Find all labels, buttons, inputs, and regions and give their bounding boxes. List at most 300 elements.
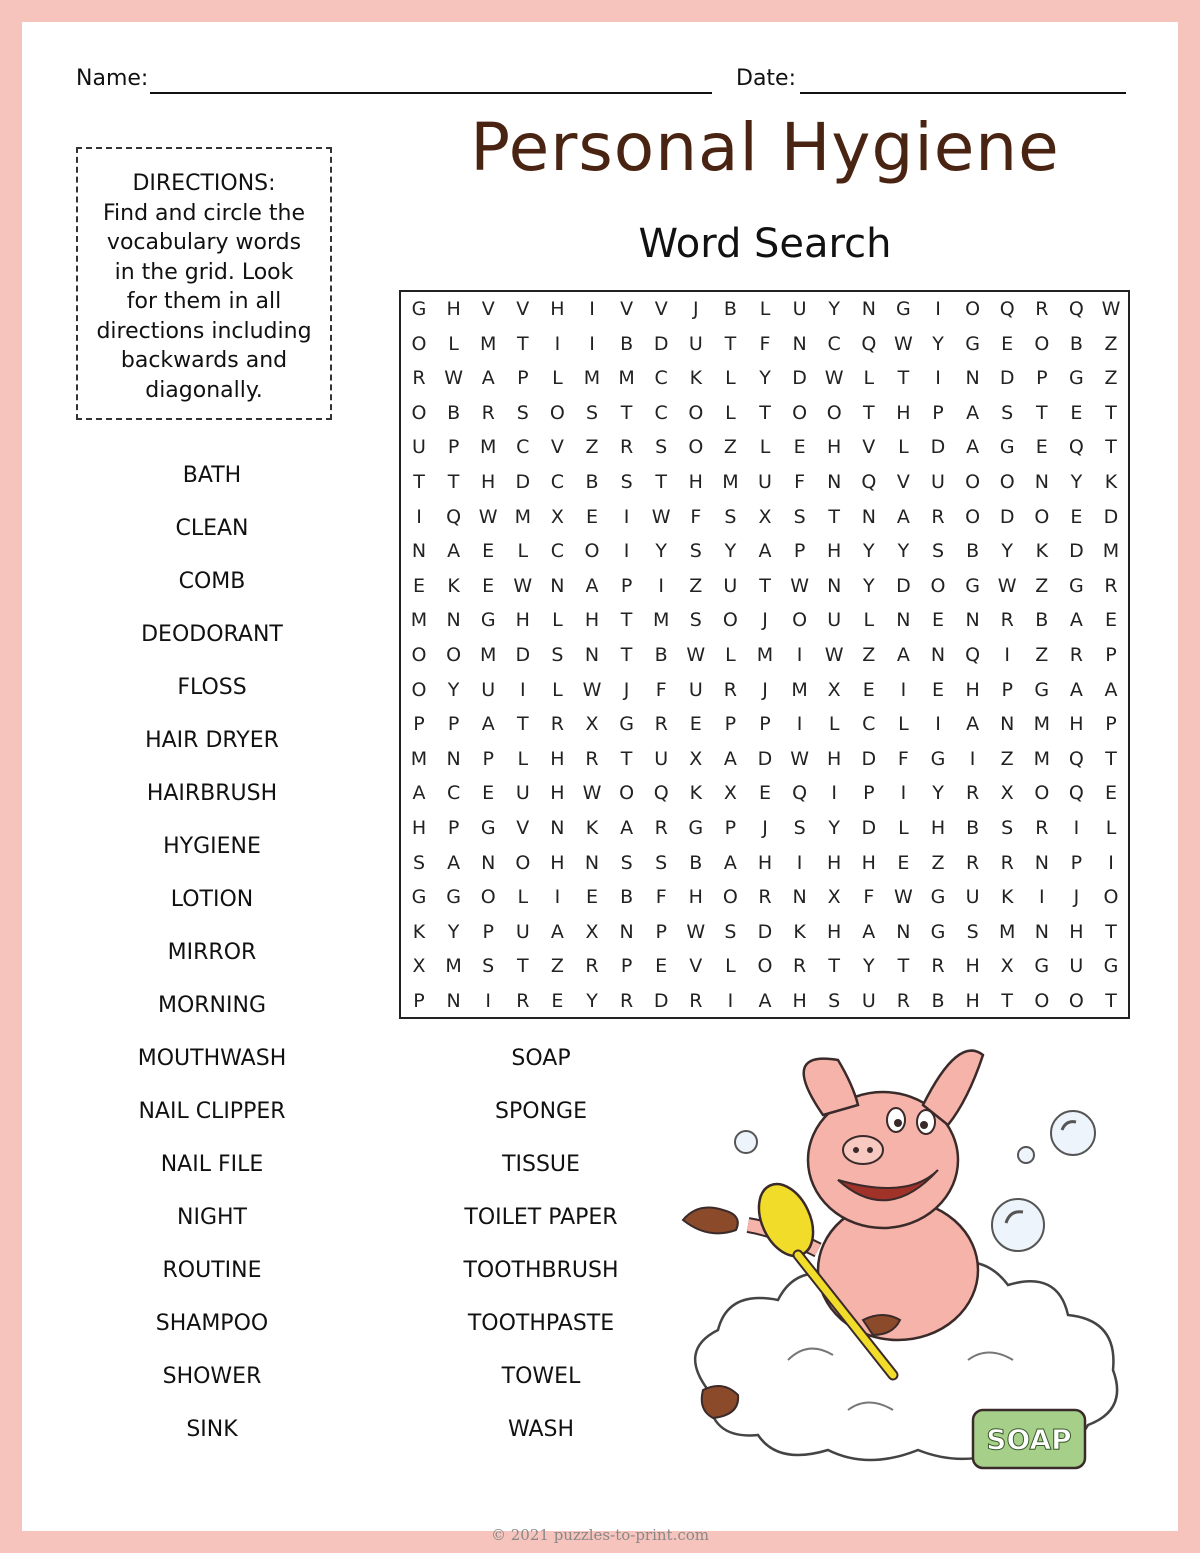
grid-letter[interactable]: I xyxy=(900,678,907,701)
grid-letter[interactable]: P xyxy=(1036,367,1048,390)
grid-letter[interactable]: U xyxy=(827,609,842,632)
grid-letter[interactable]: H xyxy=(550,851,565,874)
grid-letter[interactable]: P xyxy=(1001,678,1013,701)
grid-letter[interactable]: O xyxy=(1034,505,1050,528)
grid-letter[interactable]: T xyxy=(759,574,771,597)
grid-letter[interactable]: L xyxy=(1105,817,1117,839)
grid-letter[interactable]: U xyxy=(758,471,772,493)
grid-letter[interactable]: I xyxy=(416,505,422,528)
grid-letter[interactable]: I xyxy=(727,990,734,1012)
grid-letter[interactable]: L xyxy=(725,955,736,978)
grid-letter[interactable]: G xyxy=(1034,955,1050,978)
grid-letter[interactable]: R xyxy=(758,886,772,909)
grid-letter[interactable]: E xyxy=(793,436,806,459)
grid-letter[interactable]: O xyxy=(411,678,427,701)
grid-letter[interactable]: E xyxy=(1035,436,1048,459)
grid-letter[interactable]: S xyxy=(516,401,529,424)
grid-letter[interactable]: P xyxy=(447,713,460,736)
grid-letter[interactable]: A xyxy=(620,817,634,839)
grid-letter[interactable]: T xyxy=(724,332,737,355)
grid-letter[interactable]: O xyxy=(999,471,1015,493)
grid-letter[interactable]: S xyxy=(620,851,633,874)
grid-letter[interactable]: A xyxy=(1069,678,1083,701)
grid-letter[interactable]: W xyxy=(686,644,706,666)
grid-letter[interactable]: L xyxy=(725,401,736,424)
grid-letter[interactable]: I xyxy=(623,540,630,563)
grid-letter[interactable]: E xyxy=(1104,782,1117,805)
grid-letter[interactable]: X xyxy=(585,920,599,943)
grid-letter[interactable]: T xyxy=(1105,920,1117,943)
grid-letter[interactable]: I xyxy=(658,574,664,597)
grid-letter[interactable]: U xyxy=(654,747,669,770)
grid-letter[interactable]: L xyxy=(863,609,875,632)
grid-letter[interactable]: D xyxy=(861,747,877,770)
grid-letter[interactable]: N xyxy=(619,920,634,943)
grid-letter[interactable]: T xyxy=(897,955,910,978)
grid-letter[interactable]: V xyxy=(550,436,564,459)
grid-letter[interactable]: N xyxy=(550,574,565,597)
grid-letter[interactable]: W xyxy=(824,644,844,666)
grid-letter[interactable]: P xyxy=(1105,713,1117,736)
grid-letter[interactable]: O xyxy=(619,782,635,805)
grid-letter[interactable]: H xyxy=(411,817,427,839)
grid-letter[interactable]: D xyxy=(515,644,531,666)
grid-letter[interactable]: M xyxy=(722,471,739,493)
grid-letter[interactable]: N xyxy=(446,609,461,632)
grid-letter[interactable]: T xyxy=(1001,990,1013,1012)
grid-letter[interactable]: W xyxy=(582,678,602,701)
grid-letter[interactable]: S xyxy=(620,471,633,493)
grid-letter[interactable]: S xyxy=(724,920,737,943)
grid-letter[interactable]: G xyxy=(896,298,911,320)
grid-letter[interactable]: S xyxy=(966,920,979,943)
grid-letter[interactable]: D xyxy=(896,574,911,597)
grid-letter[interactable]: N xyxy=(584,851,600,874)
grid-letter[interactable]: S xyxy=(1001,401,1014,424)
grid-letter[interactable]: T xyxy=(620,747,633,770)
grid-letter[interactable]: O xyxy=(480,886,496,909)
grid-letter[interactable]: H xyxy=(827,436,842,459)
grid-letter[interactable]: O xyxy=(1068,990,1084,1012)
grid-letter[interactable]: R xyxy=(931,955,945,978)
grid-letter[interactable]: A xyxy=(550,920,564,943)
grid-letter[interactable]: C xyxy=(654,401,668,424)
grid-letter[interactable]: Q xyxy=(792,782,808,805)
grid-letter[interactable]: K xyxy=(412,920,426,943)
grid-letter[interactable]: L xyxy=(552,678,563,701)
grid-letter[interactable]: F xyxy=(794,471,806,493)
grid-letter[interactable]: H xyxy=(481,471,496,493)
grid-letter[interactable]: O xyxy=(1034,990,1050,1012)
grid-letter[interactable]: R xyxy=(481,401,495,424)
grid-letter[interactable]: C xyxy=(862,713,876,736)
grid-letter[interactable]: Y xyxy=(724,540,737,563)
grid-letter[interactable]: T xyxy=(655,471,667,493)
grid-letter[interactable]: R xyxy=(1035,817,1049,839)
grid-letter[interactable]: F xyxy=(897,747,909,770)
word-search-grid[interactable] xyxy=(399,290,1130,1019)
grid-letter[interactable]: H xyxy=(584,609,600,632)
grid-letter[interactable]: G xyxy=(446,886,461,909)
grid-letter[interactable]: E xyxy=(412,574,425,597)
grid-letter[interactable]: H xyxy=(515,609,530,632)
grid-letter[interactable]: X xyxy=(689,747,703,770)
grid-letter[interactable]: A xyxy=(585,574,599,597)
grid-letter[interactable]: G xyxy=(1069,574,1084,597)
grid-letter[interactable]: N xyxy=(965,609,980,632)
grid-letter[interactable]: O xyxy=(792,401,808,424)
grid-letter[interactable]: M xyxy=(998,920,1016,943)
grid-letter[interactable]: S xyxy=(412,851,426,874)
grid-letter[interactable]: A xyxy=(481,713,495,736)
grid-letter[interactable]: B xyxy=(447,401,461,424)
grid-letter[interactable]: C xyxy=(446,782,461,805)
grid-letter[interactable]: R xyxy=(1000,609,1014,632)
grid-letter[interactable]: O xyxy=(1103,886,1119,909)
grid-letter[interactable]: X xyxy=(1000,955,1014,978)
grid-letter[interactable]: V xyxy=(654,298,668,320)
grid-letter[interactable]: T xyxy=(413,471,425,493)
grid-letter[interactable]: M xyxy=(1033,713,1050,736)
grid-letter[interactable]: L xyxy=(517,747,529,770)
grid-letter[interactable]: C xyxy=(654,367,668,390)
grid-letter[interactable]: G xyxy=(1103,955,1119,978)
grid-letter[interactable]: H xyxy=(861,851,876,874)
grid-letter[interactable]: H xyxy=(1069,713,1084,736)
grid-letter[interactable]: H xyxy=(965,678,980,701)
grid-letter[interactable]: Q xyxy=(999,298,1015,320)
grid-letter[interactable]: H xyxy=(827,851,842,874)
grid-letter[interactable]: H xyxy=(446,298,461,320)
grid-letter[interactable]: R xyxy=(654,713,668,736)
grid-letter[interactable]: A xyxy=(966,713,980,736)
grid-letter[interactable]: I xyxy=(969,747,976,770)
grid-letter[interactable]: B xyxy=(931,990,945,1012)
grid-letter[interactable]: M xyxy=(479,332,497,355)
grid-letter[interactable]: I xyxy=(1073,817,1080,839)
grid-letter[interactable]: D xyxy=(653,990,669,1012)
grid-letter[interactable]: V xyxy=(516,817,530,839)
grid-letter[interactable]: N xyxy=(584,644,600,666)
grid-letter[interactable]: X xyxy=(723,782,737,805)
grid-letter[interactable]: V xyxy=(516,298,530,320)
grid-letter[interactable]: P xyxy=(724,817,737,839)
grid-letter[interactable]: D xyxy=(757,747,773,770)
grid-letter[interactable]: G xyxy=(930,886,946,909)
grid-letter[interactable]: T xyxy=(828,955,840,978)
grid-letter[interactable]: X xyxy=(585,713,599,736)
grid-letter[interactable]: L xyxy=(725,367,736,390)
grid-letter[interactable]: O xyxy=(757,955,773,978)
grid-letter[interactable]: J xyxy=(692,298,699,320)
grid-letter[interactable]: Q xyxy=(1068,298,1084,320)
grid-letter[interactable]: N xyxy=(446,990,461,1012)
grid-letter[interactable]: Y xyxy=(586,990,598,1012)
grid-letter[interactable]: W xyxy=(513,574,533,597)
grid-letter[interactable]: Z xyxy=(931,851,945,874)
grid-letter[interactable]: V xyxy=(862,436,876,459)
grid-letter[interactable]: W xyxy=(893,332,913,355)
grid-letter[interactable]: J xyxy=(1073,886,1080,909)
grid-letter[interactable]: T xyxy=(516,955,529,978)
grid-letter[interactable]: O xyxy=(515,851,531,874)
grid-letter[interactable]: W xyxy=(686,920,706,943)
grid-letter[interactable]: H xyxy=(827,747,842,770)
grid-letter[interactable]: P xyxy=(724,713,737,736)
grid-letter[interactable]: Z xyxy=(1035,574,1049,597)
grid-letter[interactable]: R xyxy=(965,782,980,805)
grid-letter[interactable]: B xyxy=(689,851,703,874)
grid-letter[interactable]: R xyxy=(516,990,530,1012)
grid-letter[interactable]: N xyxy=(1034,471,1049,493)
grid-letter[interactable]: Z xyxy=(862,644,876,666)
grid-letter[interactable]: M xyxy=(756,644,774,666)
grid-letter[interactable]: U xyxy=(792,298,807,320)
grid-letter[interactable]: F xyxy=(690,505,702,528)
grid-letter[interactable]: B xyxy=(620,886,634,909)
grid-letter[interactable]: G xyxy=(965,332,980,355)
grid-letter[interactable]: K xyxy=(1035,540,1049,563)
grid-letter[interactable]: G xyxy=(688,817,704,839)
grid-letter[interactable]: M xyxy=(479,644,497,666)
grid-letter[interactable]: N xyxy=(411,540,427,563)
grid-letter[interactable]: A xyxy=(966,436,980,459)
grid-letter[interactable]: S xyxy=(585,401,599,424)
grid-letter[interactable]: O xyxy=(411,644,427,666)
grid-letter[interactable]: R xyxy=(792,955,807,978)
grid-letter[interactable]: R xyxy=(1035,298,1049,320)
grid-letter[interactable]: X xyxy=(758,505,772,528)
grid-letter[interactable]: H xyxy=(688,886,703,909)
grid-letter[interactable]: O xyxy=(411,401,427,424)
grid-letter[interactable]: C xyxy=(550,471,565,493)
grid-letter[interactable]: T xyxy=(620,644,633,666)
grid-letter[interactable]: O xyxy=(411,332,427,355)
grid-letter[interactable]: Z xyxy=(1104,367,1118,390)
grid-letter[interactable]: W xyxy=(478,505,498,528)
grid-letter[interactable]: W xyxy=(893,886,913,909)
grid-letter[interactable]: I xyxy=(589,298,595,320)
grid-letter[interactable]: N xyxy=(792,886,807,909)
grid-letter[interactable]: E xyxy=(1104,609,1117,632)
grid-letter[interactable]: S xyxy=(655,851,668,874)
grid-letter[interactable]: U xyxy=(515,920,530,943)
grid-letter[interactable]: X xyxy=(827,678,841,701)
grid-letter[interactable]: I xyxy=(554,332,561,355)
grid-letter[interactable]: L xyxy=(759,436,771,459)
grid-letter[interactable]: M xyxy=(652,609,670,632)
grid-letter[interactable]: J xyxy=(762,817,768,839)
grid-letter[interactable]: Z xyxy=(550,955,564,978)
grid-letter[interactable]: I xyxy=(1108,851,1114,874)
grid-letter[interactable]: G xyxy=(930,747,946,770)
grid-letter[interactable]: D xyxy=(515,471,531,493)
grid-letter[interactable]: I xyxy=(1004,644,1010,666)
grid-letter[interactable]: E xyxy=(931,609,944,632)
grid-letter[interactable]: K xyxy=(585,817,599,839)
grid-letter[interactable]: Y xyxy=(862,955,875,978)
grid-letter[interactable]: S xyxy=(655,436,668,459)
grid-letter[interactable]: P xyxy=(1070,851,1083,874)
grid-letter[interactable]: O xyxy=(688,436,704,459)
grid-letter[interactable]: W xyxy=(997,574,1017,597)
grid-letter[interactable]: E xyxy=(655,955,668,978)
grid-letter[interactable]: L xyxy=(759,298,771,320)
grid-letter[interactable]: O xyxy=(549,401,565,424)
grid-letter[interactable]: A xyxy=(896,644,910,666)
grid-letter[interactable]: O xyxy=(446,644,462,666)
grid-letter[interactable]: Q xyxy=(1068,747,1084,770)
grid-letter[interactable]: R xyxy=(1000,851,1014,874)
grid-letter[interactable]: T xyxy=(1105,990,1117,1012)
grid-letter[interactable]: Y xyxy=(862,574,875,597)
grid-letter[interactable]: E xyxy=(482,782,495,805)
grid-letter[interactable]: P xyxy=(447,436,460,459)
grid-letter[interactable]: K xyxy=(689,782,703,805)
grid-letter[interactable]: S xyxy=(724,505,737,528)
grid-letter[interactable]: L xyxy=(898,436,909,459)
grid-letter[interactable]: U xyxy=(965,886,980,909)
grid-letter[interactable]: L xyxy=(552,609,563,632)
grid-letter[interactable]: M xyxy=(479,436,497,459)
grid-letter[interactable]: I xyxy=(796,851,803,874)
grid-letter[interactable]: Y xyxy=(1070,471,1083,493)
grid-letter[interactable]: G xyxy=(480,609,496,632)
grid-letter[interactable]: W xyxy=(790,747,809,770)
grid-letter[interactable]: Q xyxy=(861,332,877,355)
grid-letter[interactable]: T xyxy=(897,367,910,390)
grid-letter[interactable]: H xyxy=(792,990,807,1012)
grid-letter[interactable]: V xyxy=(481,298,495,320)
grid-letter[interactable]: K xyxy=(793,920,806,943)
grid-letter[interactable]: Q xyxy=(965,644,981,666)
grid-letter[interactable]: F xyxy=(655,678,667,701)
grid-letter[interactable]: E xyxy=(585,886,598,909)
grid-letter[interactable]: B xyxy=(1069,332,1083,355)
grid-letter[interactable]: P xyxy=(413,990,425,1012)
grid-letter[interactable]: H xyxy=(550,747,565,770)
grid-letter[interactable]: N xyxy=(1034,851,1049,874)
grid-letter[interactable]: A xyxy=(758,540,772,563)
grid-letter[interactable]: U xyxy=(412,436,426,459)
grid-letter[interactable]: T xyxy=(1105,436,1117,459)
grid-letter[interactable]: G xyxy=(480,817,496,839)
grid-letter[interactable]: Z xyxy=(1000,747,1014,770)
grid-letter[interactable]: R xyxy=(1104,574,1118,597)
grid-letter[interactable]: T xyxy=(1105,401,1117,424)
grid-letter[interactable]: L xyxy=(898,713,909,736)
grid-letter[interactable]: K xyxy=(447,574,460,597)
grid-letter[interactable]: D xyxy=(999,505,1015,528)
grid-letter[interactable]: M xyxy=(1033,747,1050,770)
grid-letter[interactable]: M xyxy=(618,367,635,390)
grid-letter[interactable]: U xyxy=(723,574,738,597)
grid-letter[interactable]: A xyxy=(412,782,426,805)
grid-letter[interactable]: A xyxy=(862,920,876,943)
grid-letter[interactable]: U xyxy=(1069,955,1084,978)
grid-letter[interactable]: E xyxy=(551,990,564,1012)
grid-letter[interactable]: I xyxy=(831,782,837,805)
grid-letter[interactable]: S xyxy=(689,609,702,632)
grid-letter[interactable]: M xyxy=(791,678,808,701)
grid-letter[interactable]: H xyxy=(688,471,703,493)
grid-letter[interactable]: I xyxy=(935,367,941,390)
grid-letter[interactable]: R xyxy=(654,817,668,839)
grid-letter[interactable]: O xyxy=(965,505,981,528)
grid-letter[interactable]: V xyxy=(620,298,634,320)
grid-letter[interactable]: O xyxy=(1034,332,1050,355)
grid-letter[interactable]: U xyxy=(515,782,530,805)
grid-letter[interactable]: E xyxy=(1070,505,1083,528)
grid-letter[interactable]: M xyxy=(410,747,428,770)
grid-letter[interactable]: V xyxy=(896,471,910,493)
grid-letter[interactable]: M xyxy=(583,367,601,390)
grid-letter[interactable]: G xyxy=(930,920,946,943)
grid-letter[interactable]: H xyxy=(827,920,842,943)
grid-letter[interactable]: O xyxy=(965,471,981,493)
grid-letter[interactable]: T xyxy=(1105,747,1117,770)
grid-letter[interactable]: A xyxy=(758,990,772,1012)
grid-letter[interactable]: O xyxy=(722,609,738,632)
grid-letter[interactable]: Q xyxy=(1068,782,1084,805)
grid-letter[interactable]: D xyxy=(1069,540,1084,563)
grid-letter[interactable]: P xyxy=(620,574,633,597)
grid-letter[interactable]: Y xyxy=(828,817,840,839)
grid-letter[interactable]: A xyxy=(966,401,980,424)
grid-letter[interactable]: P xyxy=(759,713,771,736)
grid-letter[interactable]: M xyxy=(445,955,462,978)
grid-letter[interactable]: E xyxy=(482,540,495,563)
grid-letter[interactable]: P xyxy=(932,401,944,424)
grid-letter[interactable]: H xyxy=(965,990,980,1012)
grid-letter[interactable]: Q xyxy=(653,782,669,805)
grid-letter[interactable]: R xyxy=(1069,644,1083,666)
grid-letter[interactable]: X xyxy=(1000,782,1014,805)
grid-letter[interactable]: E xyxy=(1070,401,1083,424)
grid-letter[interactable]: Y xyxy=(655,540,667,563)
grid-letter[interactable]: Z xyxy=(1104,332,1118,355)
grid-letter[interactable]: O xyxy=(965,298,981,320)
grid-letter[interactable]: H xyxy=(965,955,980,978)
grid-letter[interactable]: I xyxy=(623,505,630,528)
grid-letter[interactable]: U xyxy=(688,678,703,701)
grid-letter[interactable]: N xyxy=(965,367,980,390)
grid-letter[interactable]: S xyxy=(482,955,495,978)
grid-letter[interactable]: T xyxy=(516,332,529,355)
grid-letter[interactable]: T xyxy=(447,471,460,493)
grid-letter[interactable]: R xyxy=(619,990,634,1012)
grid-letter[interactable]: U xyxy=(481,678,496,701)
grid-letter[interactable]: D xyxy=(930,436,946,459)
grid-letter[interactable]: G xyxy=(411,886,427,909)
grid-letter[interactable]: L xyxy=(517,886,529,909)
grid-letter[interactable]: A xyxy=(481,367,495,390)
grid-letter[interactable]: H xyxy=(930,817,946,839)
grid-letter[interactable]: B xyxy=(654,644,668,666)
grid-letter[interactable]: Y xyxy=(828,298,840,320)
grid-letter[interactable]: N xyxy=(1034,920,1049,943)
grid-letter[interactable]: Z xyxy=(723,436,737,459)
grid-letter[interactable]: Q xyxy=(446,505,462,528)
grid-letter[interactable]: G xyxy=(1034,678,1050,701)
grid-letter[interactable]: Y xyxy=(897,540,910,563)
grid-letter[interactable]: P xyxy=(482,920,494,943)
grid-letter[interactable]: U xyxy=(931,471,945,493)
grid-letter[interactable]: C xyxy=(827,332,841,355)
grid-letter[interactable]: P xyxy=(793,540,806,563)
grid-letter[interactable]: T xyxy=(620,401,633,424)
grid-letter[interactable]: N xyxy=(827,574,842,597)
